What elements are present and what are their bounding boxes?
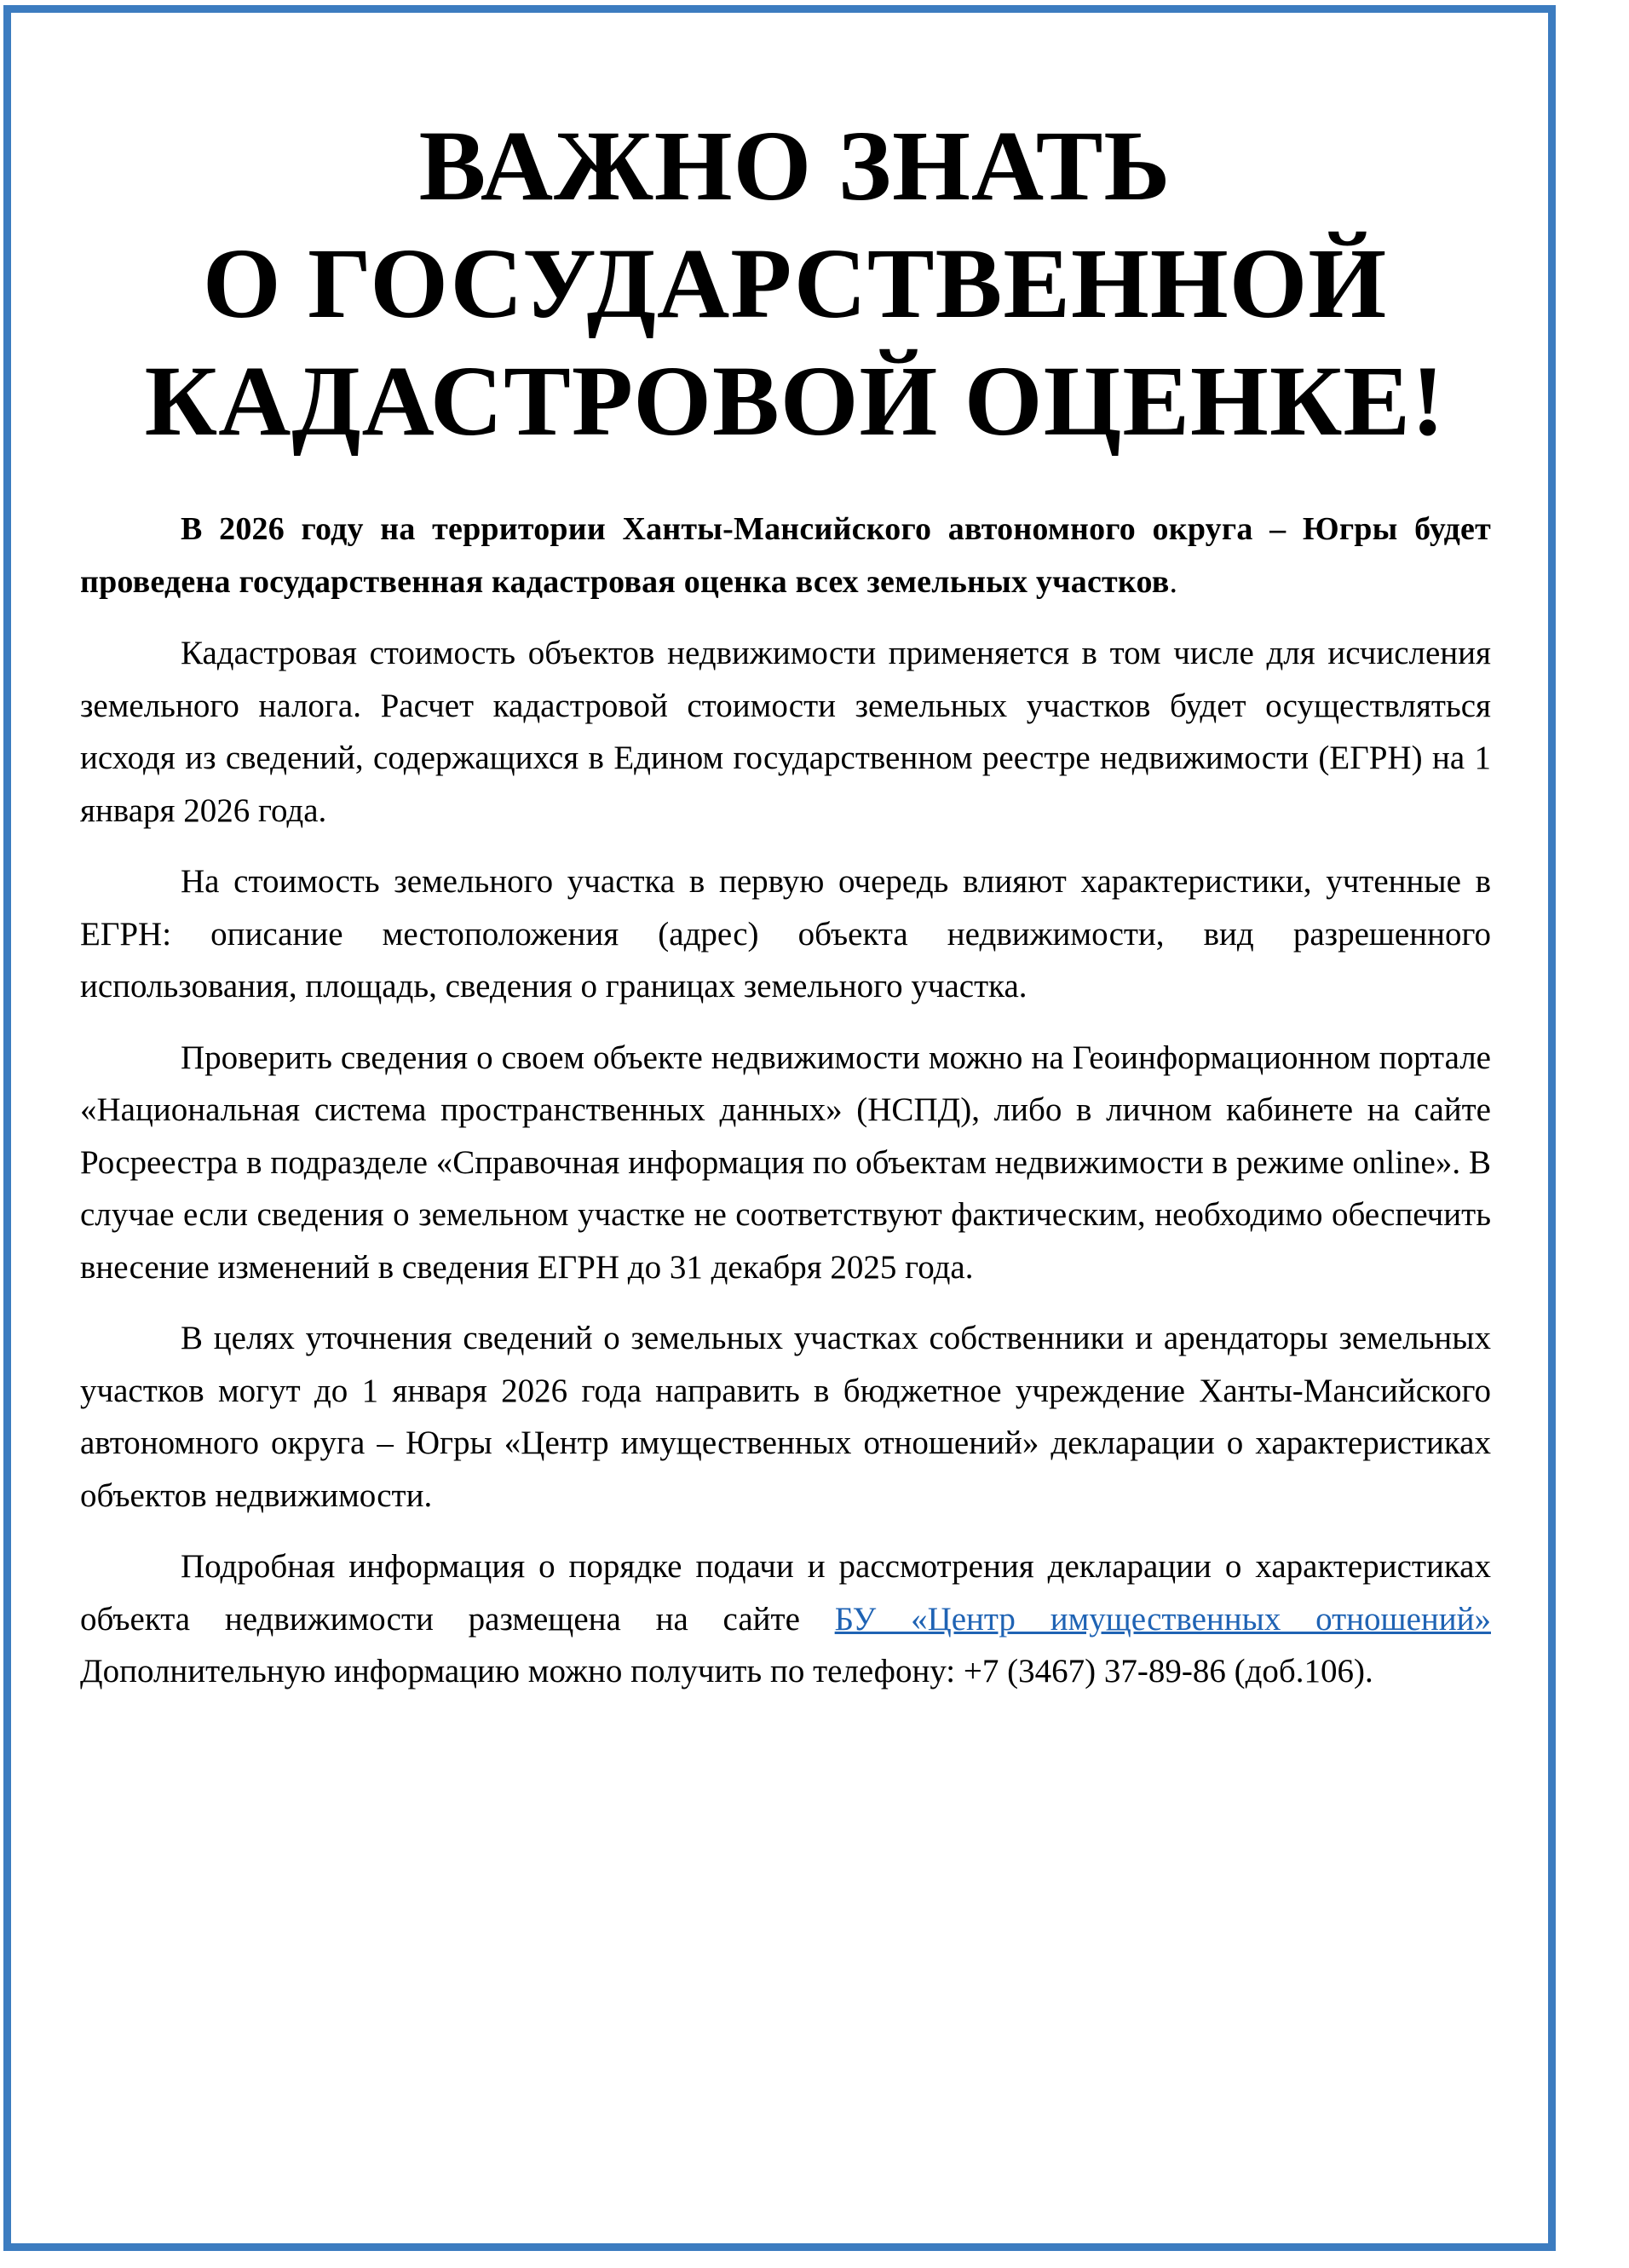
lead-text: В 2026 году на территории Ханты-Мансийского автономного округа – Югры будет проведена государственная кадастровая оценка всех земельных участков bbox=[80, 511, 1491, 600]
paragraph-contact bbox=[80, 1540, 1491, 1698]
title-line-2: О ГОСУДАРСТВЕННОЙ bbox=[202, 227, 1388, 339]
contact-text-before: Подробная информация о порядке подачи и рассмотрения декларации о характеристиках объекта недвижимости размещена на сайте bbox=[80, 1548, 1491, 1638]
title-line-1: ВАЖНО ЗНАТЬ bbox=[418, 110, 1171, 222]
page-title bbox=[0, 107, 1590, 460]
lead-period: . bbox=[1169, 564, 1178, 600]
paragraph-declarations: В целях уточнения сведений о земельных участках собственники и арендаторы земельных участков могут до 1 января 2026 года направить в бюджетное учреждение Ханты-Мансийского автономного округа – Югры «Центр имущественных отношений» декларации о характеристиках объектов недвижимости. bbox=[80, 1320, 1491, 1514]
lead-paragraph bbox=[80, 503, 1491, 608]
article-body bbox=[80, 503, 1491, 1717]
center-website-link[interactable]: БУ «Центр имущественных отношений» bbox=[834, 1600, 1491, 1638]
paragraph-value-factors: На стоимость земельного участка в первую очередь влияют характеристики, учтенные в ЕГРН: описание местоположения (адрес) объекта недвижимости, вид разрешенного использования, площадь, сведения о границах земельного участка. bbox=[80, 863, 1491, 1004]
title-line-3: КАДАСТРОВОЙ ОЦЕНКЕ! bbox=[144, 345, 1446, 457]
paragraph-check-info: Проверить сведения о своем объекте недвижимости можно на Геоинформационном портале «Национальная система пространственных данных» (НСПД), либо в личном кабинете на сайте Росреестра в подразделе «Справочная информация по объектам недвижимости в режиме online». В случае если сведения о земельном участке не соответствуют фактическим, необходимо обеспечить внесение изменений в сведения ЕГРН до 31 декабря 2025 года. bbox=[80, 1039, 1491, 1286]
paragraph-cadastral-value: Кадастровая стоимость объектов недвижимости применяется в том числе для исчисления земельного налога. Расчет кадастровой стоимости земельных участков будет осуществляться исходя из сведений, содержащихся в Едином государственном реестре недвижимости (ЕГРН) на 1 января 2026 года. bbox=[80, 635, 1491, 829]
contact-text-after: Дополнительную информацию можно получить по телефону: +7 (3467) 37-89-86 (доб.106). bbox=[80, 1653, 1373, 1689]
